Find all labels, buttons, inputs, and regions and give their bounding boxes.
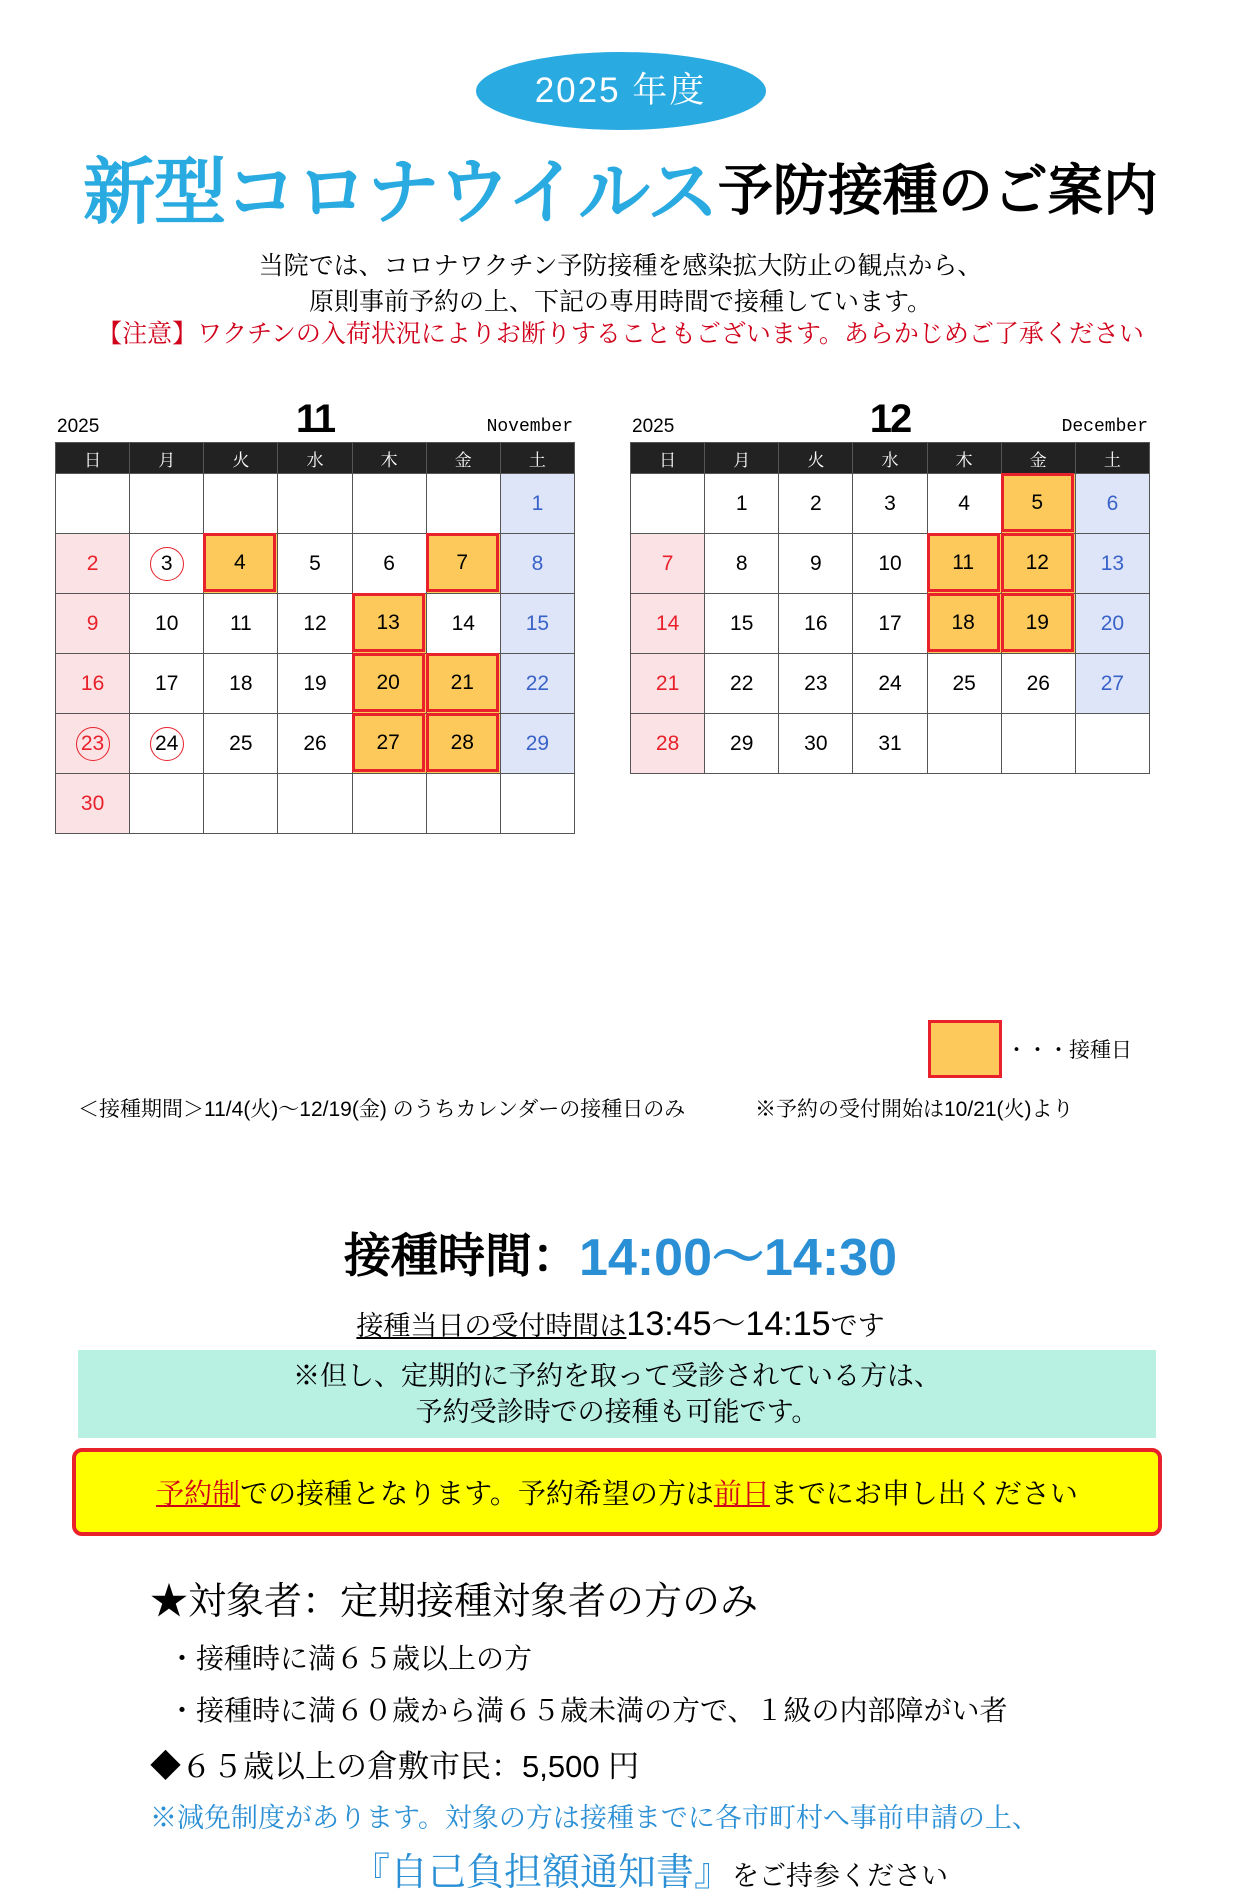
- calendar-cell: [278, 474, 352, 534]
- calendar-cell: 22: [500, 654, 574, 714]
- calendar-week-row: [56, 654, 575, 714]
- vaccination-day: 12: [1001, 533, 1074, 592]
- calendar-cell-vaccination: [352, 714, 426, 774]
- calendar-cell: 9: [56, 594, 130, 654]
- calendar-cell: 27: [1075, 654, 1149, 714]
- calendar-weekday-row: [631, 443, 1150, 474]
- weekday-header-sun: 日: [56, 443, 130, 474]
- calendar-cell: 16: [56, 654, 130, 714]
- calendar-cell: 26: [278, 714, 352, 774]
- calendar-cell: [927, 714, 1001, 774]
- weekday-header-fri: 金: [1001, 443, 1075, 474]
- calendar-cell: 22: [705, 654, 779, 714]
- eligibility-heading: ★対象者：定期接種対象者の方のみ: [150, 1581, 759, 1623]
- legend-swatch-vaccination-day: [928, 1020, 1002, 1078]
- calendar-cell: 20: [1075, 594, 1149, 654]
- vaccination-day: 27: [352, 713, 425, 772]
- calendar-header-december: [630, 397, 1150, 441]
- calendar-cell: 21: [631, 654, 705, 714]
- eligibility-item-2: ・接種時に満６０歳から満６５歳未満の方で、１級の内部障がい者: [168, 1695, 1008, 1726]
- calendar-cell: 29: [705, 714, 779, 774]
- lead-line-2: 原則事前予約の上、下記の専用時間で接種しています。: [308, 288, 932, 317]
- calendar-cell: 26: [1001, 654, 1075, 714]
- calendar-cell: [130, 474, 204, 534]
- lead-line-1: 当院では、コロナワクチン予防接種を感染拡大防止の観点から、: [258, 252, 983, 280]
- calendar-cell: [130, 714, 204, 774]
- reception-time-suffix: です: [830, 1311, 885, 1341]
- reservation-keyword: 予約制: [156, 1478, 241, 1509]
- regular-patient-note-line-2: 予約受診時での接種も可能です。: [415, 1397, 819, 1427]
- calendar-cell-vaccination: [1001, 474, 1075, 534]
- reception-time-row: [0, 1296, 1241, 1345]
- document-name: 『自己負担額通知書』: [351, 1852, 732, 1894]
- calendar-month-name-november: November: [486, 417, 573, 437]
- vaccination-day: 20: [352, 653, 425, 712]
- calendar-cell: 7: [631, 534, 705, 594]
- calendar-weekday-row: [56, 443, 575, 474]
- calendar-cell: 5: [278, 534, 352, 594]
- calendar-cell: 18: [204, 654, 278, 714]
- calendar-week-row: [631, 534, 1150, 594]
- calendar-cell: 30: [779, 714, 853, 774]
- regular-patient-note-box: [78, 1350, 1156, 1438]
- lead-text: [0, 248, 1241, 321]
- calendar-cell-vaccination: [426, 654, 500, 714]
- year-badge-container: [0, 52, 1241, 130]
- holiday-mark: 3: [150, 547, 184, 581]
- calendar-cell: [426, 474, 500, 534]
- calendar-cell: 10: [853, 534, 927, 594]
- calendar-cell: 1: [705, 474, 779, 534]
- holiday-mark: 24: [150, 727, 184, 761]
- calendar-cell: [278, 774, 352, 834]
- weekday-header-sat: 土: [1075, 443, 1149, 474]
- weekday-header-wed: 水: [278, 443, 352, 474]
- calendar-cell: 23: [779, 654, 853, 714]
- calendar-cell: 2: [779, 474, 853, 534]
- calendar-cell: [352, 474, 426, 534]
- reservation-start-note: ※予約の受付開始は10/21(火)より: [755, 1098, 1074, 1121]
- calendar-cell-vaccination: [352, 594, 426, 654]
- calendar-cell: 10: [130, 594, 204, 654]
- calendar-cell: 2: [56, 534, 130, 594]
- calendar-cell: 11: [204, 594, 278, 654]
- eligibility-section: [150, 1570, 1150, 1896]
- weekday-header-tue: 火: [779, 443, 853, 474]
- calendar-week-row: [56, 774, 575, 834]
- vaccination-period-note: ＜接種期間＞11/4(火)〜12/19(金) のうちカレンダーの接種日のみ: [78, 1098, 686, 1121]
- calendar-cell: 3: [853, 474, 927, 534]
- year-badge: 2025 年度: [476, 52, 766, 130]
- calendar-cell: [130, 774, 204, 834]
- calendar-week-row: [56, 714, 575, 774]
- notice-text: 【注意】ワクチンの入荷状況によりお断りすることもございます。あらかじめご了承ください: [97, 320, 1144, 348]
- calendar-body-december: [631, 474, 1150, 774]
- calendar-week-row: [631, 594, 1150, 654]
- calendar-week-row: [56, 534, 575, 594]
- calendar-cell: 19: [278, 654, 352, 714]
- calendar-table-november: [55, 442, 575, 834]
- calendar-week-row: [56, 594, 575, 654]
- vaccination-day: 21: [426, 653, 499, 712]
- calendar-week-row: [631, 714, 1150, 774]
- calendar-cell-vaccination: [927, 594, 1001, 654]
- calendar-cell: 30: [56, 774, 130, 834]
- calendar-week-row: [631, 474, 1150, 534]
- reception-time-label: 接種当日の受付時間は: [356, 1311, 627, 1341]
- title-main: 新型コロナウイルス: [83, 153, 718, 233]
- calendar-cell: 17: [853, 594, 927, 654]
- calendar-cell: [1075, 714, 1149, 774]
- calendar-table-december: [630, 442, 1150, 774]
- calendar-cell: [631, 474, 705, 534]
- weekday-header-fri: 金: [426, 443, 500, 474]
- calendar-cell: 6: [352, 534, 426, 594]
- calendar-cell: [204, 774, 278, 834]
- calendar-cell-vaccination: [426, 714, 500, 774]
- calendar-cell: [500, 774, 574, 834]
- calendar-month-number-november: 11: [295, 397, 335, 441]
- previous-day-keyword: 前日: [713, 1478, 770, 1509]
- fee-item: ◆６５歳以上の倉敷市民：5,500 円: [150, 1749, 640, 1784]
- calendar-header-november: [55, 397, 575, 441]
- calendar-cell: 17: [130, 654, 204, 714]
- vaccination-day: 13: [352, 593, 425, 652]
- calendar-cell: 15: [500, 594, 574, 654]
- eligibility-item-1: ・接種時に満６５歳以上の方: [168, 1643, 533, 1674]
- calendar-cell-vaccination: [1001, 594, 1075, 654]
- calendar-body-november: [56, 474, 575, 834]
- calendar-cell: 1: [500, 474, 574, 534]
- weekday-header-sun: 日: [631, 443, 705, 474]
- calendar-cell-vaccination: [426, 534, 500, 594]
- calendar-cell-vaccination: [1001, 534, 1075, 594]
- weekday-header-thu: 木: [352, 443, 426, 474]
- calendar-cell: 12: [278, 594, 352, 654]
- calendar-cell: 8: [705, 534, 779, 594]
- title-sub: 予防接種のご案内: [717, 159, 1158, 222]
- calendar-cell: 14: [426, 594, 500, 654]
- calendar-december: [630, 397, 1150, 774]
- vaccination-time-value: 14:00〜14:30: [579, 1229, 897, 1287]
- calendar-year-november: 2025: [57, 416, 100, 437]
- calendar-cell-vaccination: [927, 534, 1001, 594]
- calendar-cell: 24: [853, 654, 927, 714]
- calendar-cell: [56, 714, 130, 774]
- holiday-mark: 23: [76, 727, 110, 761]
- calendar-november: [55, 397, 575, 834]
- calendar-cell-vaccination: [204, 534, 278, 594]
- page-title: [0, 134, 1241, 238]
- calendar-cell-vaccination: [352, 654, 426, 714]
- legend: [928, 1020, 1132, 1078]
- weekday-header-tue: 火: [204, 443, 278, 474]
- calendar-cell: 8: [500, 534, 574, 594]
- calendar-cell: 9: [779, 534, 853, 594]
- vaccination-time-row: [0, 1215, 1241, 1290]
- calendar-cell: [56, 474, 130, 534]
- calendar-cell: [204, 474, 278, 534]
- calendar-week-row: [631, 654, 1150, 714]
- calendar-cell: 31: [853, 714, 927, 774]
- calendar-cell: 4: [927, 474, 1001, 534]
- vaccination-day: 4: [203, 533, 276, 592]
- weekday-header-sat: 土: [500, 443, 574, 474]
- vaccination-day: 7: [426, 533, 499, 592]
- weekday-header-wed: 水: [853, 443, 927, 474]
- weekday-header-mon: 月: [130, 443, 204, 474]
- calendar-cell: 29: [500, 714, 574, 774]
- calendar-cell: 15: [705, 594, 779, 654]
- vaccination-time-label: 接種時間：: [344, 1229, 579, 1282]
- calendar-month-number-december: 12: [869, 397, 911, 441]
- reduction-note: ※減免制度があります。対象の方は接種までに各市町村へ事前申請の上、: [150, 1803, 1039, 1833]
- weekday-header-thu: 木: [927, 443, 1001, 474]
- reception-time-value: 13:45〜14:15: [626, 1305, 831, 1343]
- document-note: [150, 1841, 1150, 1896]
- calendar-cell: 16: [779, 594, 853, 654]
- vaccination-day: 18: [927, 593, 1000, 652]
- calendar-cell: [130, 534, 204, 594]
- reservation-text-2: までにお申し出ください: [769, 1478, 1078, 1509]
- reservation-required-box: [72, 1448, 1162, 1536]
- calendar-year-december: 2025: [632, 416, 675, 437]
- calendar-cell: 6: [1075, 474, 1149, 534]
- vaccination-day: 28: [426, 713, 499, 772]
- calendar-cell: 25: [204, 714, 278, 774]
- reservation-text-1: での接種となります。予約希望の方は: [240, 1478, 714, 1509]
- calendar-cell: 28: [631, 714, 705, 774]
- calendar-cell: 13: [1075, 534, 1149, 594]
- vaccination-day: 19: [1001, 593, 1074, 652]
- document-note-suffix: をご持参ください: [732, 1861, 948, 1891]
- calendar-cell: [352, 774, 426, 834]
- vaccination-day: 11: [927, 533, 1000, 592]
- calendar-week-row: [56, 474, 575, 534]
- calendar-month-name-december: December: [1061, 417, 1148, 437]
- calendar-cell: [1001, 714, 1075, 774]
- calendar-cell: [426, 774, 500, 834]
- calendar-cell: 25: [927, 654, 1001, 714]
- calendar-cell: 14: [631, 594, 705, 654]
- regular-patient-note-line-1: ※但し、定期的に予約を取って受診されている方は、: [293, 1360, 941, 1391]
- vaccination-day: 5: [1001, 473, 1074, 532]
- legend-label: ・・・接種日: [1006, 1039, 1132, 1062]
- weekday-header-mon: 月: [705, 443, 779, 474]
